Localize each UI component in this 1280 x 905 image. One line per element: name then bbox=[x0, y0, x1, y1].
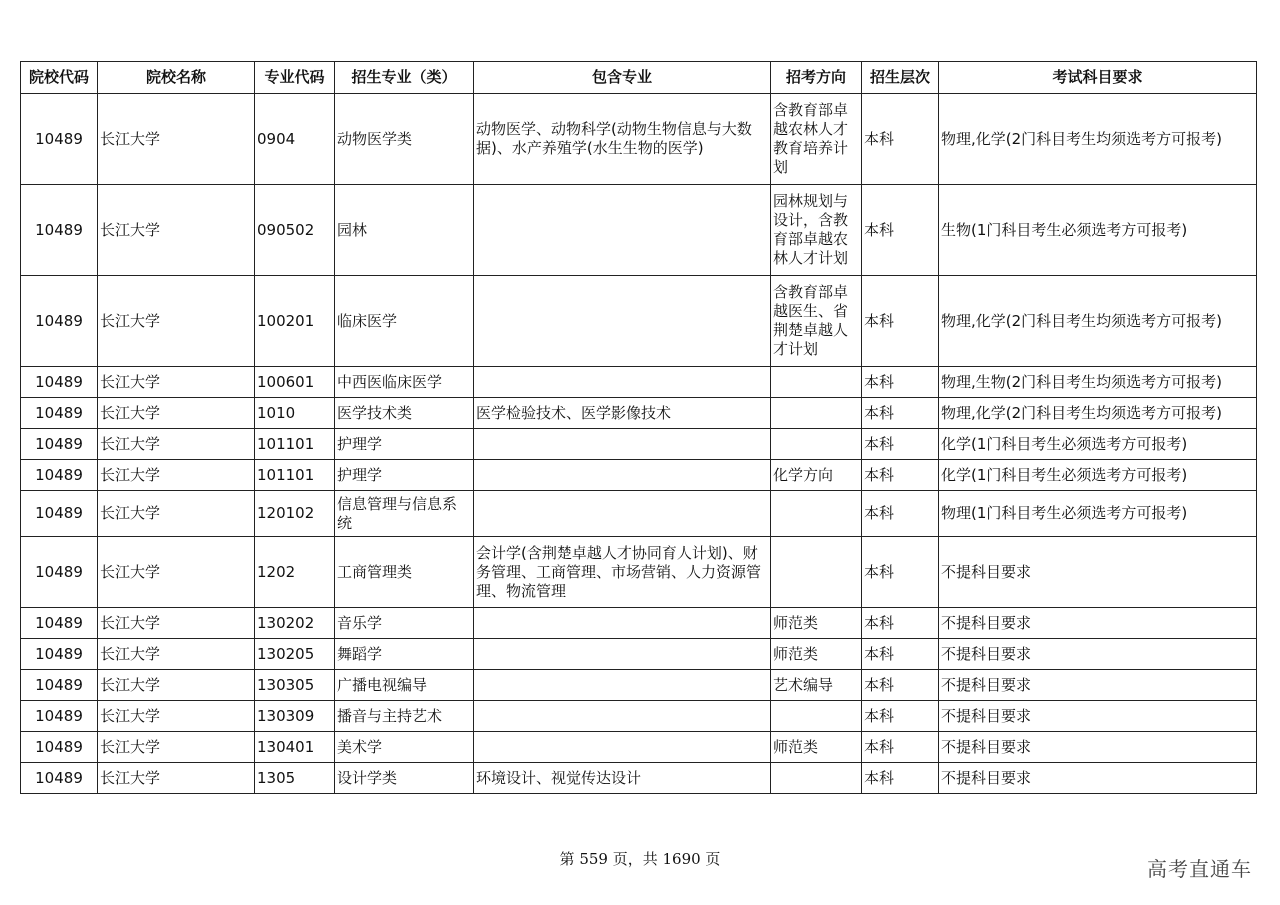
includes-cell bbox=[474, 185, 771, 276]
major-code-cell: 1010 bbox=[255, 398, 335, 429]
direction-cell bbox=[771, 367, 862, 398]
major-cell: 舞蹈学 bbox=[335, 639, 474, 670]
major-cell: 动物医学类 bbox=[335, 94, 474, 185]
major-code-cell: 101101 bbox=[255, 460, 335, 491]
school-name-cell: 长江大学 bbox=[98, 276, 255, 367]
subjects-cell: 不提科目要求 bbox=[939, 639, 1257, 670]
subjects-cell: 物理,生物(2门科目考生均须选考方可报考) bbox=[939, 367, 1257, 398]
direction-cell bbox=[771, 491, 862, 537]
major-code-cell: 130202 bbox=[255, 608, 335, 639]
school-name-cell: 长江大学 bbox=[98, 398, 255, 429]
school-code-cell: 10489 bbox=[21, 491, 98, 537]
subjects-cell: 不提科目要求 bbox=[939, 670, 1257, 701]
school-name-cell: 长江大学 bbox=[98, 608, 255, 639]
table-row bbox=[21, 639, 1257, 670]
table-row bbox=[21, 429, 1257, 460]
major-cell: 广播电视编导 bbox=[335, 670, 474, 701]
subjects-cell: 不提科目要求 bbox=[939, 537, 1257, 608]
major-cell: 中西医临床医学 bbox=[335, 367, 474, 398]
table-row bbox=[21, 763, 1257, 794]
subjects-cell: 物理,化学(2门科目考生均须选考方可报考) bbox=[939, 94, 1257, 185]
includes-cell bbox=[474, 670, 771, 701]
major-cell: 设计学类 bbox=[335, 763, 474, 794]
table-row bbox=[21, 537, 1257, 608]
direction-cell bbox=[771, 701, 862, 732]
school-code-cell: 10489 bbox=[21, 429, 98, 460]
subjects-cell: 物理(1门科目考生必须选考方可报考) bbox=[939, 491, 1257, 537]
table-row bbox=[21, 94, 1257, 185]
table-row bbox=[21, 367, 1257, 398]
school-name-cell: 长江大学 bbox=[98, 763, 255, 794]
school-name-cell: 长江大学 bbox=[98, 670, 255, 701]
school-name-cell: 长江大学 bbox=[98, 537, 255, 608]
table-row bbox=[21, 460, 1257, 491]
school-code-cell: 10489 bbox=[21, 276, 98, 367]
direction-cell bbox=[771, 763, 862, 794]
subjects-cell: 化学(1门科目考生必须选考方可报考) bbox=[939, 429, 1257, 460]
table-row bbox=[21, 670, 1257, 701]
level-cell: 本科 bbox=[862, 639, 939, 670]
school-code-cell: 10489 bbox=[21, 185, 98, 276]
subjects-cell: 物理,化学(2门科目考生均须选考方可报考) bbox=[939, 398, 1257, 429]
level-cell: 本科 bbox=[862, 94, 939, 185]
school-code-cell: 10489 bbox=[21, 639, 98, 670]
direction-cell: 园林规划与设计，含教育部卓越农林人才计划 bbox=[771, 185, 862, 276]
school-code-cell: 10489 bbox=[21, 367, 98, 398]
direction-cell: 师范类 bbox=[771, 639, 862, 670]
direction-cell: 含教育部卓越医生、省荆楚卓越人才计划 bbox=[771, 276, 862, 367]
major-code-cell: 100601 bbox=[255, 367, 335, 398]
level-cell: 本科 bbox=[862, 367, 939, 398]
header-direction: 招考方向 bbox=[771, 62, 862, 94]
direction-cell: 含教育部卓越农林人才教育培养计划 bbox=[771, 94, 862, 185]
school-name-cell: 长江大学 bbox=[98, 732, 255, 763]
level-cell: 本科 bbox=[862, 670, 939, 701]
header-level: 招生层次 bbox=[862, 62, 939, 94]
school-code-cell: 10489 bbox=[21, 398, 98, 429]
level-cell: 本科 bbox=[862, 276, 939, 367]
major-code-cell: 100201 bbox=[255, 276, 335, 367]
header-major-code: 专业代码 bbox=[255, 62, 335, 94]
school-name-cell: 长江大学 bbox=[98, 701, 255, 732]
direction-cell bbox=[771, 398, 862, 429]
major-cell: 医学技术类 bbox=[335, 398, 474, 429]
major-cell: 护理学 bbox=[335, 460, 474, 491]
header-major: 招生专业（类） bbox=[335, 62, 474, 94]
level-cell: 本科 bbox=[862, 398, 939, 429]
admissions-table bbox=[20, 61, 1257, 794]
level-cell: 本科 bbox=[862, 608, 939, 639]
major-cell: 工商管理类 bbox=[335, 537, 474, 608]
major-code-cell: 101101 bbox=[255, 429, 335, 460]
level-cell: 本科 bbox=[862, 537, 939, 608]
includes-cell bbox=[474, 429, 771, 460]
level-cell: 本科 bbox=[862, 460, 939, 491]
major-code-cell: 0904 bbox=[255, 94, 335, 185]
level-cell: 本科 bbox=[862, 491, 939, 537]
subjects-cell: 物理,化学(2门科目考生均须选考方可报考) bbox=[939, 276, 1257, 367]
school-code-cell: 10489 bbox=[21, 94, 98, 185]
school-code-cell: 10489 bbox=[21, 460, 98, 491]
major-cell: 信息管理与信息系统 bbox=[335, 491, 474, 537]
includes-cell bbox=[474, 732, 771, 763]
major-code-cell: 120102 bbox=[255, 491, 335, 537]
major-cell: 园林 bbox=[335, 185, 474, 276]
major-cell: 护理学 bbox=[335, 429, 474, 460]
major-cell: 美术学 bbox=[335, 732, 474, 763]
school-name-cell: 长江大学 bbox=[98, 94, 255, 185]
header-school-code: 院校代码 bbox=[21, 62, 98, 94]
includes-cell bbox=[474, 460, 771, 491]
major-code-cell: 130401 bbox=[255, 732, 335, 763]
school-code-cell: 10489 bbox=[21, 670, 98, 701]
table-row bbox=[21, 732, 1257, 763]
page-number: 第 559 页，共 1690 页 bbox=[559, 850, 721, 868]
table-row bbox=[21, 185, 1257, 276]
direction-cell: 师范类 bbox=[771, 732, 862, 763]
major-cell: 音乐学 bbox=[335, 608, 474, 639]
includes-cell: 动物医学、动物科学(动物生物信息与大数据)、水产养殖学(水生生物的医学) bbox=[474, 94, 771, 185]
direction-cell: 艺术编导 bbox=[771, 670, 862, 701]
school-name-cell: 长江大学 bbox=[98, 367, 255, 398]
school-name-cell: 长江大学 bbox=[98, 639, 255, 670]
school-name-cell: 长江大学 bbox=[98, 429, 255, 460]
major-code-cell: 1305 bbox=[255, 763, 335, 794]
school-code-cell: 10489 bbox=[21, 608, 98, 639]
includes-cell bbox=[474, 608, 771, 639]
subjects-cell: 不提科目要求 bbox=[939, 608, 1257, 639]
level-cell: 本科 bbox=[862, 732, 939, 763]
school-name-cell: 长江大学 bbox=[98, 491, 255, 537]
major-cell: 播音与主持艺术 bbox=[335, 701, 474, 732]
includes-cell: 会计学(含荆楚卓越人才协同育人计划)、财务管理、工商管理、市场营销、人力资源管理、物流管理 bbox=[474, 537, 771, 608]
direction-cell bbox=[771, 429, 862, 460]
major-cell: 临床医学 bbox=[335, 276, 474, 367]
level-cell: 本科 bbox=[862, 763, 939, 794]
includes-cell bbox=[474, 367, 771, 398]
school-name-cell: 长江大学 bbox=[98, 460, 255, 491]
subjects-cell: 不提科目要求 bbox=[939, 701, 1257, 732]
level-cell: 本科 bbox=[862, 185, 939, 276]
table-row bbox=[21, 608, 1257, 639]
school-code-cell: 10489 bbox=[21, 732, 98, 763]
includes-cell bbox=[474, 276, 771, 367]
header-subjects: 考试科目要求 bbox=[939, 62, 1257, 94]
includes-cell: 医学检验技术、医学影像技术 bbox=[474, 398, 771, 429]
subjects-cell: 生物(1门科目考生必须选考方可报考) bbox=[939, 185, 1257, 276]
table-row bbox=[21, 701, 1257, 732]
table-row bbox=[21, 276, 1257, 367]
includes-cell bbox=[474, 491, 771, 537]
school-code-cell: 10489 bbox=[21, 701, 98, 732]
watermark-logo: 高考直通车 bbox=[1147, 857, 1252, 881]
table-header-row bbox=[21, 62, 1257, 94]
subjects-cell: 不提科目要求 bbox=[939, 763, 1257, 794]
direction-cell: 师范类 bbox=[771, 608, 862, 639]
table-row bbox=[21, 398, 1257, 429]
header-includes: 包含专业 bbox=[474, 62, 771, 94]
school-name-cell: 长江大学 bbox=[98, 185, 255, 276]
subjects-cell: 化学(1门科目考生必须选考方可报考) bbox=[939, 460, 1257, 491]
includes-cell bbox=[474, 639, 771, 670]
level-cell: 本科 bbox=[862, 429, 939, 460]
direction-cell: 化学方向 bbox=[771, 460, 862, 491]
school-code-cell: 10489 bbox=[21, 537, 98, 608]
major-code-cell: 1202 bbox=[255, 537, 335, 608]
major-code-cell: 130309 bbox=[255, 701, 335, 732]
subjects-cell: 不提科目要求 bbox=[939, 732, 1257, 763]
major-code-cell: 090502 bbox=[255, 185, 335, 276]
includes-cell bbox=[474, 701, 771, 732]
direction-cell bbox=[771, 537, 862, 608]
major-code-cell: 130205 bbox=[255, 639, 335, 670]
includes-cell: 环境设计、视觉传达设计 bbox=[474, 763, 771, 794]
major-code-cell: 130305 bbox=[255, 670, 335, 701]
header-school-name: 院校名称 bbox=[98, 62, 255, 94]
level-cell: 本科 bbox=[862, 701, 939, 732]
school-code-cell: 10489 bbox=[21, 763, 98, 794]
table-row bbox=[21, 491, 1257, 537]
